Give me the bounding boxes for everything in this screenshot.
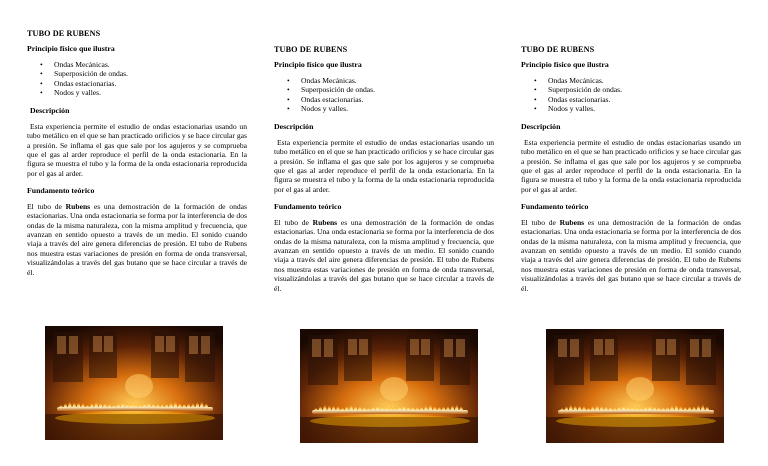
theory-heading: Fundamento teórico [274, 202, 342, 212]
rubens-tube-photo [546, 329, 724, 443]
principle-list [521, 76, 741, 114]
list-item: • Nodos y valles. [301, 104, 494, 113]
description-heading: Descripción [521, 122, 561, 132]
description-heading: Descripción [30, 106, 70, 116]
theory-paragraph [27, 202, 247, 277]
rubens-tube-photo [45, 326, 223, 440]
list-item: • Ondas estacionarias. [548, 95, 741, 104]
description-heading: Descripción [274, 122, 314, 132]
list-item: • Ondas Mecánicas. [54, 60, 247, 69]
theory-bold-term: Rubens [65, 201, 91, 211]
list-item: • Superposición de ondas. [301, 85, 494, 94]
theory-paragraph [521, 218, 741, 293]
theory-rest: es una demostración de la formación de ondas estacionarias. Una onda estacionaria se forma por la interferencia de dos ondas de la misma naturaleza, con la misma amplitud y frecuencia, que avanzan en sentido opuesto a través de un medio. El sonido cuando viaja a través del aire genera diferencias de presión. El tubo de Rubens nos muestra estas variaciones de presión en forma de onda transversal, visualizándolas a través del gas butano que se hace circular a través de él. [27, 201, 247, 277]
page-title: TUBO DE RUBENS [521, 45, 595, 54]
description-paragraph: Esta experiencia permite el estudio de ondas estacionarias usando un tubo metálico en el que se han practicado orificios y se hace circular gas a presión. Se inflama el gas que sale por los agujeros y se comprueba que el gas al arder reproduce el perfil de la onda estacionaria. En la figura se muestra el tubo y la forma de la onda estacionaria reproducida por el gas al arder. [521, 137, 741, 194]
theory-rest: es una demostración de la formación de ondas estacionarias. Una onda estacionaria se forma por la interferencia de dos ondas de la misma naturaleza, con la misma amplitud y frecuencia, que avanzan en sentido opuesto a través de un medio. El sonido cuando viaja a través del aire genera diferencias de presión. El tubo de Rubens nos muestra estas variaciones de presión en forma de onda transversal, visualizándolas a través del gas butano que se hace circular a través de él. [521, 217, 741, 293]
page-title: TUBO DE RUBENS [27, 29, 101, 38]
principle-heading: Principio físico que ilustra [521, 60, 609, 70]
column-1 [27, 29, 247, 285]
theory-bold-term: Rubens [559, 217, 585, 227]
column-3 [521, 45, 741, 301]
theory-prefix: El tubo de [27, 201, 66, 211]
list-item: • Nodos y valles. [548, 104, 741, 113]
description-paragraph: Esta experiencia permite el estudio de ondas estacionarias usando un tubo metálico en el que se han practicado orificios y se hace circular gas a presión. Se inflama el gas que sale por los agujeros y se comprueba que el gas al arder reproduce el perfil de la onda estacionaria. En la figura se muestra el tubo y la forma de la onda estacionaria reproducida por el gas al arder. [27, 121, 247, 178]
rubens-tube-photo [300, 329, 478, 443]
theory-heading: Fundamento teórico [27, 186, 95, 196]
principle-list [274, 76, 494, 114]
list-item: • Nodos y valles. [54, 88, 247, 97]
list-item: • Ondas estacionarias. [301, 95, 494, 104]
list-item: • Superposición de ondas. [548, 85, 741, 94]
principle-heading: Principio físico que ilustra [27, 44, 115, 54]
list-item: • Ondas estacionarias. [54, 79, 247, 88]
list-item: • Ondas Mecánicas. [301, 76, 494, 85]
theory-heading: Fundamento teórico [521, 202, 589, 212]
principle-list [27, 60, 247, 98]
theory-prefix: El tubo de [521, 217, 560, 227]
list-item: • Superposición de ondas. [54, 69, 247, 78]
list-item: • Ondas Mecánicas. [548, 76, 741, 85]
page-title: TUBO DE RUBENS [274, 45, 348, 54]
column-2 [274, 45, 494, 301]
principle-heading: Principio físico que ilustra [274, 60, 362, 70]
theory-prefix: El tubo de [274, 217, 313, 227]
theory-rest: es una demostración de la formación de ondas estacionarias. Una onda estacionaria se forma por la interferencia de dos ondas de la misma naturaleza, con la misma amplitud y frecuencia, que avanzan en sentido opuesto a través de un medio. El sonido cuando viaja a través del aire genera diferencias de presión. El tubo de Rubens nos muestra estas variaciones de presión en forma de onda transversal, visualizándolas a través del gas butano que se hace circular a través de él. [274, 217, 494, 293]
description-paragraph: Esta experiencia permite el estudio de ondas estacionarias usando un tubo metálico en el que se han practicado orificios y se hace circular gas a presión. Se inflama el gas que sale por los agujeros y se comprueba que el gas al arder reproduce el perfil de la onda estacionaria. En la figura se muestra el tubo y la forma de la onda estacionaria reproducida por el gas al arder. [274, 137, 494, 194]
theory-paragraph [274, 218, 494, 293]
theory-bold-term: Rubens [312, 217, 338, 227]
